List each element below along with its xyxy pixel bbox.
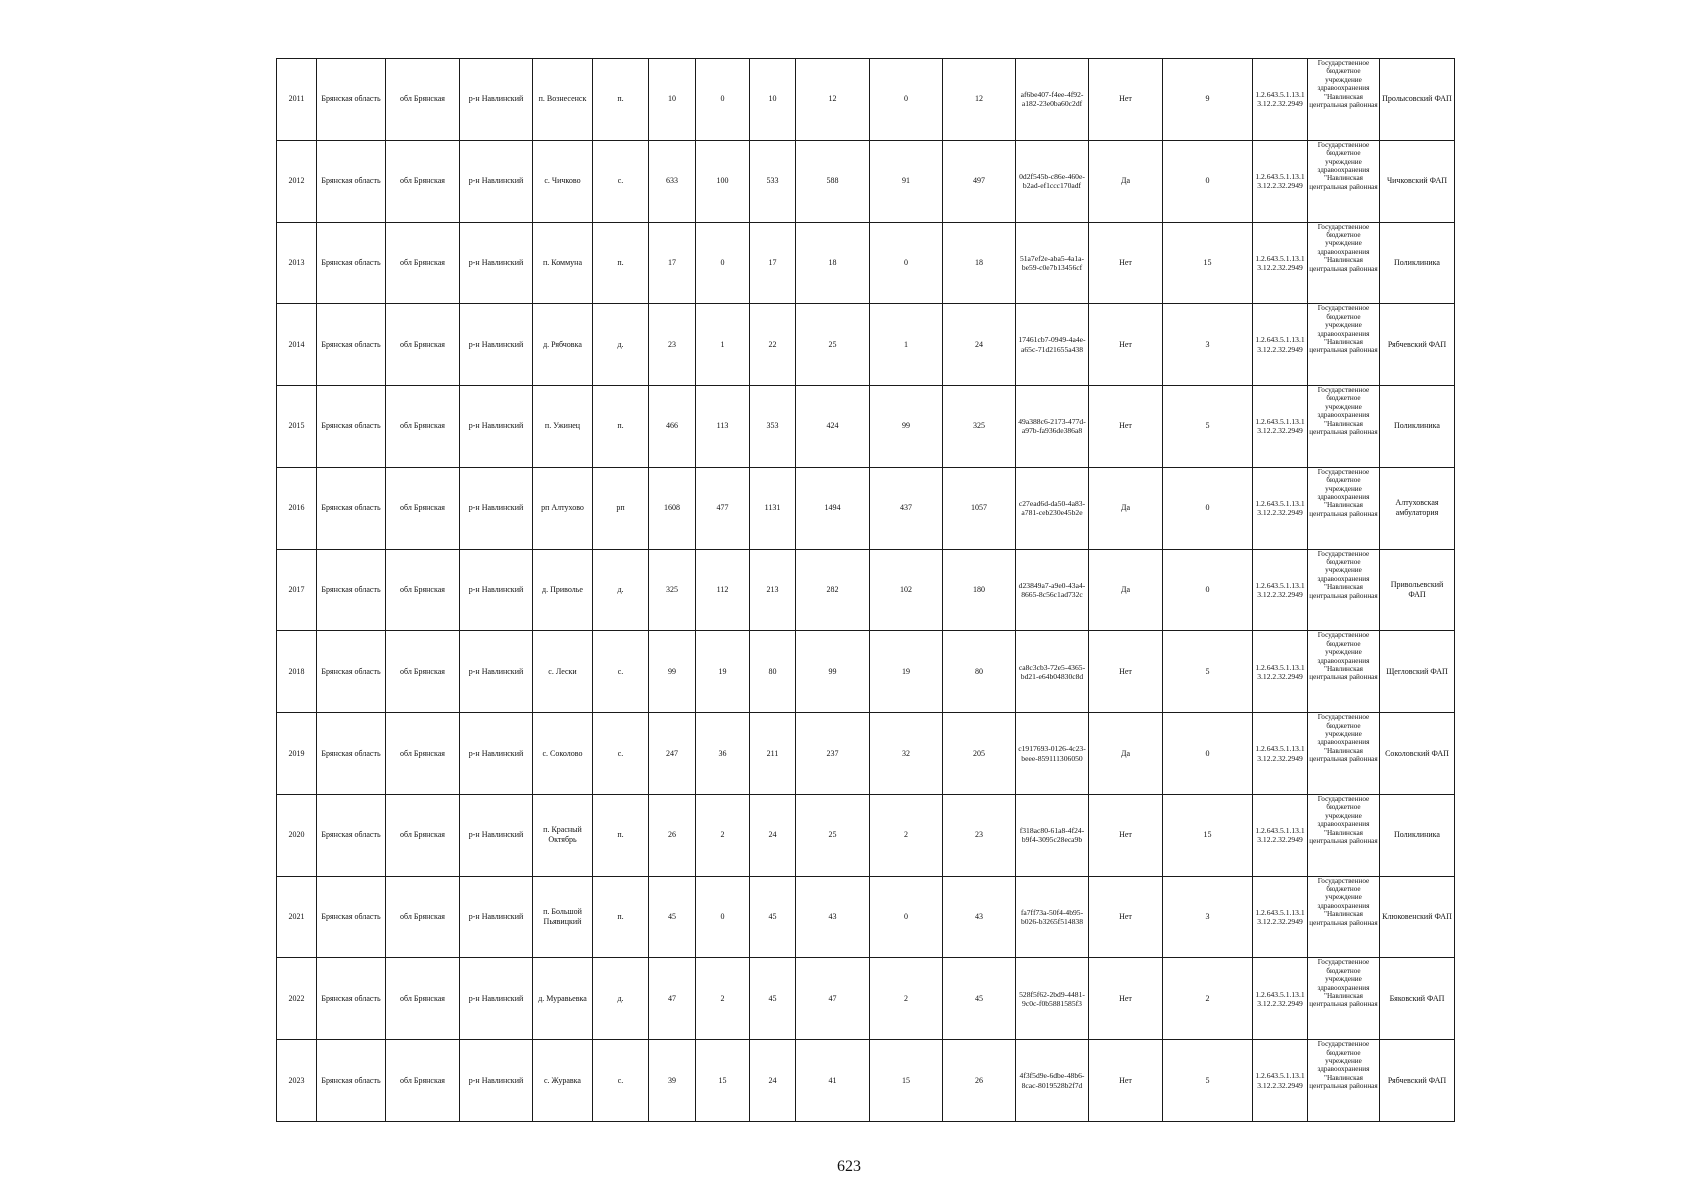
cell-population-total-prev: 25: [796, 304, 870, 386]
cell-settlement-name: п. Красный Октябрь: [533, 794, 593, 876]
cell-medical-unit: Клюковенский ФАП: [1380, 876, 1455, 958]
cell-has-facility: Да: [1089, 713, 1163, 795]
cell-organization-name: Государственное бюджетное учреждение здравоохранения "Навлинская центральная районная: [1308, 467, 1380, 549]
cell-area-name: обл Брянская: [386, 713, 460, 795]
cell-org-oid: 1.2.643.5.1.13.13.12.2.32.2949: [1253, 713, 1308, 795]
cell-medical-unit: Поликлиника: [1380, 222, 1455, 304]
cell-population-children-prev: 19: [870, 631, 943, 713]
cell-row-number: 2022: [277, 958, 317, 1040]
cell-population-children: 477: [696, 467, 750, 549]
cell-district-name: р-н Навлинский: [460, 876, 533, 958]
cell-medical-unit: Алтуховская амбулатория: [1380, 467, 1455, 549]
cell-population-children: 100: [696, 140, 750, 222]
cell-settlement-name: с. Лески: [533, 631, 593, 713]
cell-has-facility: Нет: [1089, 631, 1163, 713]
cell-region-name: Брянская область: [317, 713, 386, 795]
cell-fias-guid: 528f5f62-2bd9-4481-9c0c-f0b5881585f3: [1016, 958, 1089, 1040]
cell-settlement-name: п. Коммуна: [533, 222, 593, 304]
cell-organization-name: Государственное бюджетное учреждение здравоохранения "Навлинская центральная районная: [1308, 958, 1380, 1040]
cell-population-adults-prev: 325: [943, 386, 1016, 468]
table-row: [277, 549, 1455, 631]
cell-row-number: 2014: [277, 304, 317, 386]
cell-population-total-prev: 282: [796, 549, 870, 631]
table-row: [277, 222, 1455, 304]
cell-population-total: 17: [649, 222, 696, 304]
cell-org-oid: 1.2.643.5.1.13.13.12.2.32.2949: [1253, 794, 1308, 876]
cell-area-name: обл Брянская: [386, 304, 460, 386]
cell-population-total: 325: [649, 549, 696, 631]
cell-fias-guid: f318ac80-61a8-4f24-b9f4-3095c28eca9b: [1016, 794, 1089, 876]
cell-settlement-name: с. Соколово: [533, 713, 593, 795]
cell-fias-guid: 0d2f545b-c86e-460e-b2ad-ef1ccc170adf: [1016, 140, 1089, 222]
cell-fias-guid: ca8c3cb3-72e5-4365-bd21-e64b04830c8d: [1016, 631, 1089, 713]
cell-fias-guid: 49a388c6-2173-477d-a97b-fa936de386a8: [1016, 386, 1089, 468]
cell-area-name: обл Брянская: [386, 631, 460, 713]
cell-row-number: 2015: [277, 386, 317, 468]
cell-organization-name: Государственное бюджетное учреждение здравоохранения "Навлинская центральная районная: [1308, 304, 1380, 386]
table-row: [277, 386, 1455, 468]
cell-population-adults: 17: [750, 222, 796, 304]
cell-fias-guid: c1917693-0126-4c23-beee-859111306050: [1016, 713, 1089, 795]
cell-area-name: обл Брянская: [386, 876, 460, 958]
cell-population-total-prev: 18: [796, 222, 870, 304]
table-row: [277, 1040, 1455, 1122]
cell-medical-unit: Щегловский ФАП: [1380, 631, 1455, 713]
cell-settlement-type: п.: [593, 222, 649, 304]
cell-settlement-type: с.: [593, 631, 649, 713]
cell-population-children: 112: [696, 549, 750, 631]
cell-population-total: 39: [649, 1040, 696, 1122]
cell-org-oid: 1.2.643.5.1.13.13.12.2.32.2949: [1253, 386, 1308, 468]
cell-population-total-prev: 41: [796, 1040, 870, 1122]
cell-region-name: Брянская область: [317, 59, 386, 141]
settlements-table: [276, 58, 1455, 1122]
cell-population-total: 633: [649, 140, 696, 222]
cell-org-oid: 1.2.643.5.1.13.13.12.2.32.2949: [1253, 222, 1308, 304]
cell-distance-km: 15: [1163, 222, 1253, 304]
cell-population-children-prev: 32: [870, 713, 943, 795]
cell-population-adults: 24: [750, 794, 796, 876]
cell-district-name: р-н Навлинский: [460, 1040, 533, 1122]
cell-region-name: Брянская область: [317, 222, 386, 304]
table-row: [277, 876, 1455, 958]
cell-has-facility: Нет: [1089, 958, 1163, 1040]
cell-fias-guid: af6be407-f4ee-4f92-a182-23e0ba60c2df: [1016, 59, 1089, 141]
cell-region-name: Брянская область: [317, 140, 386, 222]
table-row: [277, 140, 1455, 222]
cell-population-children: 2: [696, 958, 750, 1040]
cell-settlement-name: п. Большой Пьявицкий: [533, 876, 593, 958]
cell-settlement-name: д. Приволье: [533, 549, 593, 631]
cell-medical-unit: Бяковский ФАП: [1380, 958, 1455, 1040]
cell-organization-name: Государственное бюджетное учреждение здравоохранения "Навлинская центральная районная: [1308, 140, 1380, 222]
cell-district-name: р-н Навлинский: [460, 794, 533, 876]
cell-population-total: 99: [649, 631, 696, 713]
cell-population-children-prev: 437: [870, 467, 943, 549]
cell-area-name: обл Брянская: [386, 140, 460, 222]
cell-row-number: 2021: [277, 876, 317, 958]
cell-org-oid: 1.2.643.5.1.13.13.12.2.32.2949: [1253, 549, 1308, 631]
cell-district-name: р-н Навлинский: [460, 958, 533, 1040]
cell-medical-unit: Рябчевский ФАП: [1380, 1040, 1455, 1122]
cell-settlement-type: с.: [593, 140, 649, 222]
cell-medical-unit: Привольевский ФАП: [1380, 549, 1455, 631]
cell-population-children: 0: [696, 876, 750, 958]
cell-fias-guid: 4f3f5d9e-6dbe-48b6-8cac-8019528b2f7d: [1016, 1040, 1089, 1122]
cell-region-name: Брянская область: [317, 549, 386, 631]
cell-settlement-type: рп: [593, 467, 649, 549]
cell-region-name: Брянская область: [317, 876, 386, 958]
page-number: 623: [837, 1158, 861, 1175]
cell-org-oid: 1.2.643.5.1.13.13.12.2.32.2949: [1253, 59, 1308, 141]
table-row: [277, 467, 1455, 549]
cell-area-name: обл Брянская: [386, 222, 460, 304]
cell-organization-name: Государственное бюджетное учреждение здравоохранения "Навлинская центральная районная: [1308, 1040, 1380, 1122]
cell-population-children-prev: 15: [870, 1040, 943, 1122]
table-row: [277, 958, 1455, 1040]
cell-area-name: обл Брянская: [386, 1040, 460, 1122]
cell-population-children: 1: [696, 304, 750, 386]
cell-region-name: Брянская область: [317, 1040, 386, 1122]
cell-population-children: 113: [696, 386, 750, 468]
cell-settlement-name: п. Вознесенск: [533, 59, 593, 141]
cell-region-name: Брянская область: [317, 467, 386, 549]
cell-population-total: 23: [649, 304, 696, 386]
cell-population-total-prev: 47: [796, 958, 870, 1040]
cell-population-adults: 211: [750, 713, 796, 795]
cell-population-adults-prev: 45: [943, 958, 1016, 1040]
cell-row-number: 2013: [277, 222, 317, 304]
cell-distance-km: 0: [1163, 140, 1253, 222]
cell-population-total-prev: 588: [796, 140, 870, 222]
cell-settlement-type: с.: [593, 713, 649, 795]
cell-organization-name: Государственное бюджетное учреждение здравоохранения "Навлинская центральная районная: [1308, 876, 1380, 958]
cell-population-total: 10: [649, 59, 696, 141]
cell-region-name: Брянская область: [317, 631, 386, 713]
cell-population-adults-prev: 497: [943, 140, 1016, 222]
cell-population-total: 247: [649, 713, 696, 795]
cell-row-number: 2023: [277, 1040, 317, 1122]
cell-population-adults: 353: [750, 386, 796, 468]
cell-population-adults-prev: 43: [943, 876, 1016, 958]
cell-population-adults: 45: [750, 876, 796, 958]
cell-district-name: р-н Навлинский: [460, 140, 533, 222]
cell-population-total-prev: 1494: [796, 467, 870, 549]
cell-population-adults-prev: 24: [943, 304, 1016, 386]
cell-district-name: р-н Навлинский: [460, 713, 533, 795]
cell-medical-unit: Соколовский ФАП: [1380, 713, 1455, 795]
cell-population-adults-prev: 12: [943, 59, 1016, 141]
cell-district-name: р-н Навлинский: [460, 59, 533, 141]
cell-district-name: р-н Навлинский: [460, 631, 533, 713]
cell-population-total: 466: [649, 386, 696, 468]
cell-population-children-prev: 1: [870, 304, 943, 386]
cell-fias-guid: c27ead6d-da50-4a83-a781-ceb230e45b2e: [1016, 467, 1089, 549]
cell-population-adults-prev: 23: [943, 794, 1016, 876]
cell-population-adults: 24: [750, 1040, 796, 1122]
cell-population-children: 0: [696, 222, 750, 304]
cell-distance-km: 3: [1163, 304, 1253, 386]
cell-area-name: обл Брянская: [386, 958, 460, 1040]
cell-area-name: обл Брянская: [386, 549, 460, 631]
cell-population-total-prev: 43: [796, 876, 870, 958]
table-row: [277, 631, 1455, 713]
cell-settlement-type: д.: [593, 549, 649, 631]
cell-population-total: 1608: [649, 467, 696, 549]
cell-distance-km: 0: [1163, 549, 1253, 631]
cell-population-total-prev: 25: [796, 794, 870, 876]
cell-row-number: 2020: [277, 794, 317, 876]
cell-organization-name: Государственное бюджетное учреждение здравоохранения "Навлинская центральная районная: [1308, 713, 1380, 795]
cell-organization-name: Государственное бюджетное учреждение здравоохранения "Навлинская центральная районная: [1308, 386, 1380, 468]
cell-organization-name: Государственное бюджетное учреждение здравоохранения "Навлинская центральная районная: [1308, 794, 1380, 876]
cell-population-adults: 80: [750, 631, 796, 713]
cell-settlement-type: п.: [593, 59, 649, 141]
cell-population-children: 36: [696, 713, 750, 795]
cell-has-facility: Нет: [1089, 794, 1163, 876]
cell-population-adults-prev: 180: [943, 549, 1016, 631]
cell-row-number: 2018: [277, 631, 317, 713]
cell-organization-name: Государственное бюджетное учреждение здравоохранения "Навлинская центральная районная: [1308, 59, 1380, 141]
cell-population-children-prev: 99: [870, 386, 943, 468]
cell-row-number: 2016: [277, 467, 317, 549]
cell-org-oid: 1.2.643.5.1.13.13.12.2.32.2949: [1253, 631, 1308, 713]
cell-has-facility: Да: [1089, 140, 1163, 222]
cell-settlement-type: п.: [593, 876, 649, 958]
cell-settlement-type: д.: [593, 304, 649, 386]
cell-population-adults: 45: [750, 958, 796, 1040]
cell-org-oid: 1.2.643.5.1.13.13.12.2.32.2949: [1253, 467, 1308, 549]
cell-org-oid: 1.2.643.5.1.13.13.12.2.32.2949: [1253, 1040, 1308, 1122]
cell-settlement-type: д.: [593, 958, 649, 1040]
cell-row-number: 2019: [277, 713, 317, 795]
cell-medical-unit: Поликлиника: [1380, 386, 1455, 468]
cell-org-oid: 1.2.643.5.1.13.13.12.2.32.2949: [1253, 304, 1308, 386]
cell-has-facility: Нет: [1089, 386, 1163, 468]
cell-population-children-prev: 0: [870, 222, 943, 304]
cell-distance-km: 0: [1163, 467, 1253, 549]
cell-population-total: 47: [649, 958, 696, 1040]
cell-district-name: р-н Навлинский: [460, 467, 533, 549]
cell-settlement-name: д. Муравьевка: [533, 958, 593, 1040]
cell-settlement-type: п.: [593, 386, 649, 468]
cell-organization-name: Государственное бюджетное учреждение здравоохранения "Навлинская центральная районная: [1308, 631, 1380, 713]
table-row: [277, 304, 1455, 386]
cell-population-children-prev: 0: [870, 876, 943, 958]
cell-population-adults-prev: 1057: [943, 467, 1016, 549]
table-row: [277, 713, 1455, 795]
cell-has-facility: Нет: [1089, 1040, 1163, 1122]
cell-region-name: Брянская область: [317, 386, 386, 468]
cell-population-adults: 1131: [750, 467, 796, 549]
cell-medical-unit: Пролысовский ФАП: [1380, 59, 1455, 141]
cell-has-facility: Нет: [1089, 304, 1163, 386]
cell-population-children: 0: [696, 59, 750, 141]
cell-medical-unit: Рябчевский ФАП: [1380, 304, 1455, 386]
cell-fias-guid: fa7ff73a-50f4-4b95-b026-b3265f514838: [1016, 876, 1089, 958]
cell-has-facility: Нет: [1089, 222, 1163, 304]
table-row: [277, 59, 1455, 141]
cell-fias-guid: 17461cb7-0949-4a4e-a65c-71d21655a438: [1016, 304, 1089, 386]
cell-distance-km: 5: [1163, 631, 1253, 713]
cell-region-name: Брянская область: [317, 958, 386, 1040]
cell-medical-unit: Поликлиника: [1380, 794, 1455, 876]
cell-row-number: 2017: [277, 549, 317, 631]
cell-settlement-name: рп Алтухово: [533, 467, 593, 549]
cell-distance-km: 0: [1163, 713, 1253, 795]
cell-district-name: р-н Навлинский: [460, 304, 533, 386]
cell-population-children: 2: [696, 794, 750, 876]
cell-org-oid: 1.2.643.5.1.13.13.12.2.32.2949: [1253, 958, 1308, 1040]
cell-distance-km: 5: [1163, 386, 1253, 468]
cell-population-total: 45: [649, 876, 696, 958]
cell-has-facility: Да: [1089, 549, 1163, 631]
cell-org-oid: 1.2.643.5.1.13.13.12.2.32.2949: [1253, 140, 1308, 222]
cell-has-facility: Нет: [1089, 876, 1163, 958]
cell-population-total-prev: 99: [796, 631, 870, 713]
cell-area-name: обл Брянская: [386, 467, 460, 549]
cell-region-name: Брянская область: [317, 794, 386, 876]
cell-district-name: р-н Навлинский: [460, 386, 533, 468]
cell-settlement-name: с. Журавка: [533, 1040, 593, 1122]
cell-distance-km: 3: [1163, 876, 1253, 958]
cell-row-number: 2012: [277, 140, 317, 222]
cell-area-name: обл Брянская: [386, 794, 460, 876]
cell-settlement-name: д. Рябчовка: [533, 304, 593, 386]
cell-fias-guid: 51a7ef2e-aba5-4a1a-be59-c0e7b13456cf: [1016, 222, 1089, 304]
cell-population-total-prev: 12: [796, 59, 870, 141]
cell-district-name: р-н Навлинский: [460, 222, 533, 304]
cell-distance-km: 2: [1163, 958, 1253, 1040]
cell-has-facility: Да: [1089, 467, 1163, 549]
cell-population-adults-prev: 80: [943, 631, 1016, 713]
cell-population-children-prev: 91: [870, 140, 943, 222]
cell-population-adults-prev: 205: [943, 713, 1016, 795]
cell-settlement-type: с.: [593, 1040, 649, 1122]
cell-population-adults-prev: 18: [943, 222, 1016, 304]
cell-population-total-prev: 424: [796, 386, 870, 468]
cell-population-adults: 22: [750, 304, 796, 386]
cell-population-children-prev: 2: [870, 958, 943, 1040]
cell-fias-guid: d23849a7-a9e0-43a4-8665-8c56c1ad732c: [1016, 549, 1089, 631]
cell-settlement-type: п.: [593, 794, 649, 876]
cell-population-children: 19: [696, 631, 750, 713]
cell-organization-name: Государственное бюджетное учреждение здравоохранения "Навлинская центральная районная: [1308, 222, 1380, 304]
cell-population-total: 26: [649, 794, 696, 876]
cell-population-adults-prev: 26: [943, 1040, 1016, 1122]
cell-district-name: р-н Навлинский: [460, 549, 533, 631]
cell-settlement-name: п. Ужинец: [533, 386, 593, 468]
cell-population-adults: 10: [750, 59, 796, 141]
cell-population-children: 15: [696, 1040, 750, 1122]
cell-medical-unit: Чичковский ФАП: [1380, 140, 1455, 222]
cell-distance-km: 9: [1163, 59, 1253, 141]
cell-population-children-prev: 2: [870, 794, 943, 876]
cell-has-facility: Нет: [1089, 59, 1163, 141]
cell-area-name: обл Брянская: [386, 386, 460, 468]
cell-population-adults: 533: [750, 140, 796, 222]
cell-population-total-prev: 237: [796, 713, 870, 795]
cell-distance-km: 15: [1163, 794, 1253, 876]
cell-distance-km: 5: [1163, 1040, 1253, 1122]
cell-population-children-prev: 0: [870, 59, 943, 141]
cell-population-adults: 213: [750, 549, 796, 631]
table-row: [277, 794, 1455, 876]
cell-settlement-name: с. Чичково: [533, 140, 593, 222]
cell-row-number: 2011: [277, 59, 317, 141]
cell-region-name: Брянская область: [317, 304, 386, 386]
cell-population-children-prev: 102: [870, 549, 943, 631]
cell-organization-name: Государственное бюджетное учреждение здравоохранения "Навлинская центральная районная: [1308, 549, 1380, 631]
cell-org-oid: 1.2.643.5.1.13.13.12.2.32.2949: [1253, 876, 1308, 958]
cell-area-name: обл Брянская: [386, 59, 460, 141]
